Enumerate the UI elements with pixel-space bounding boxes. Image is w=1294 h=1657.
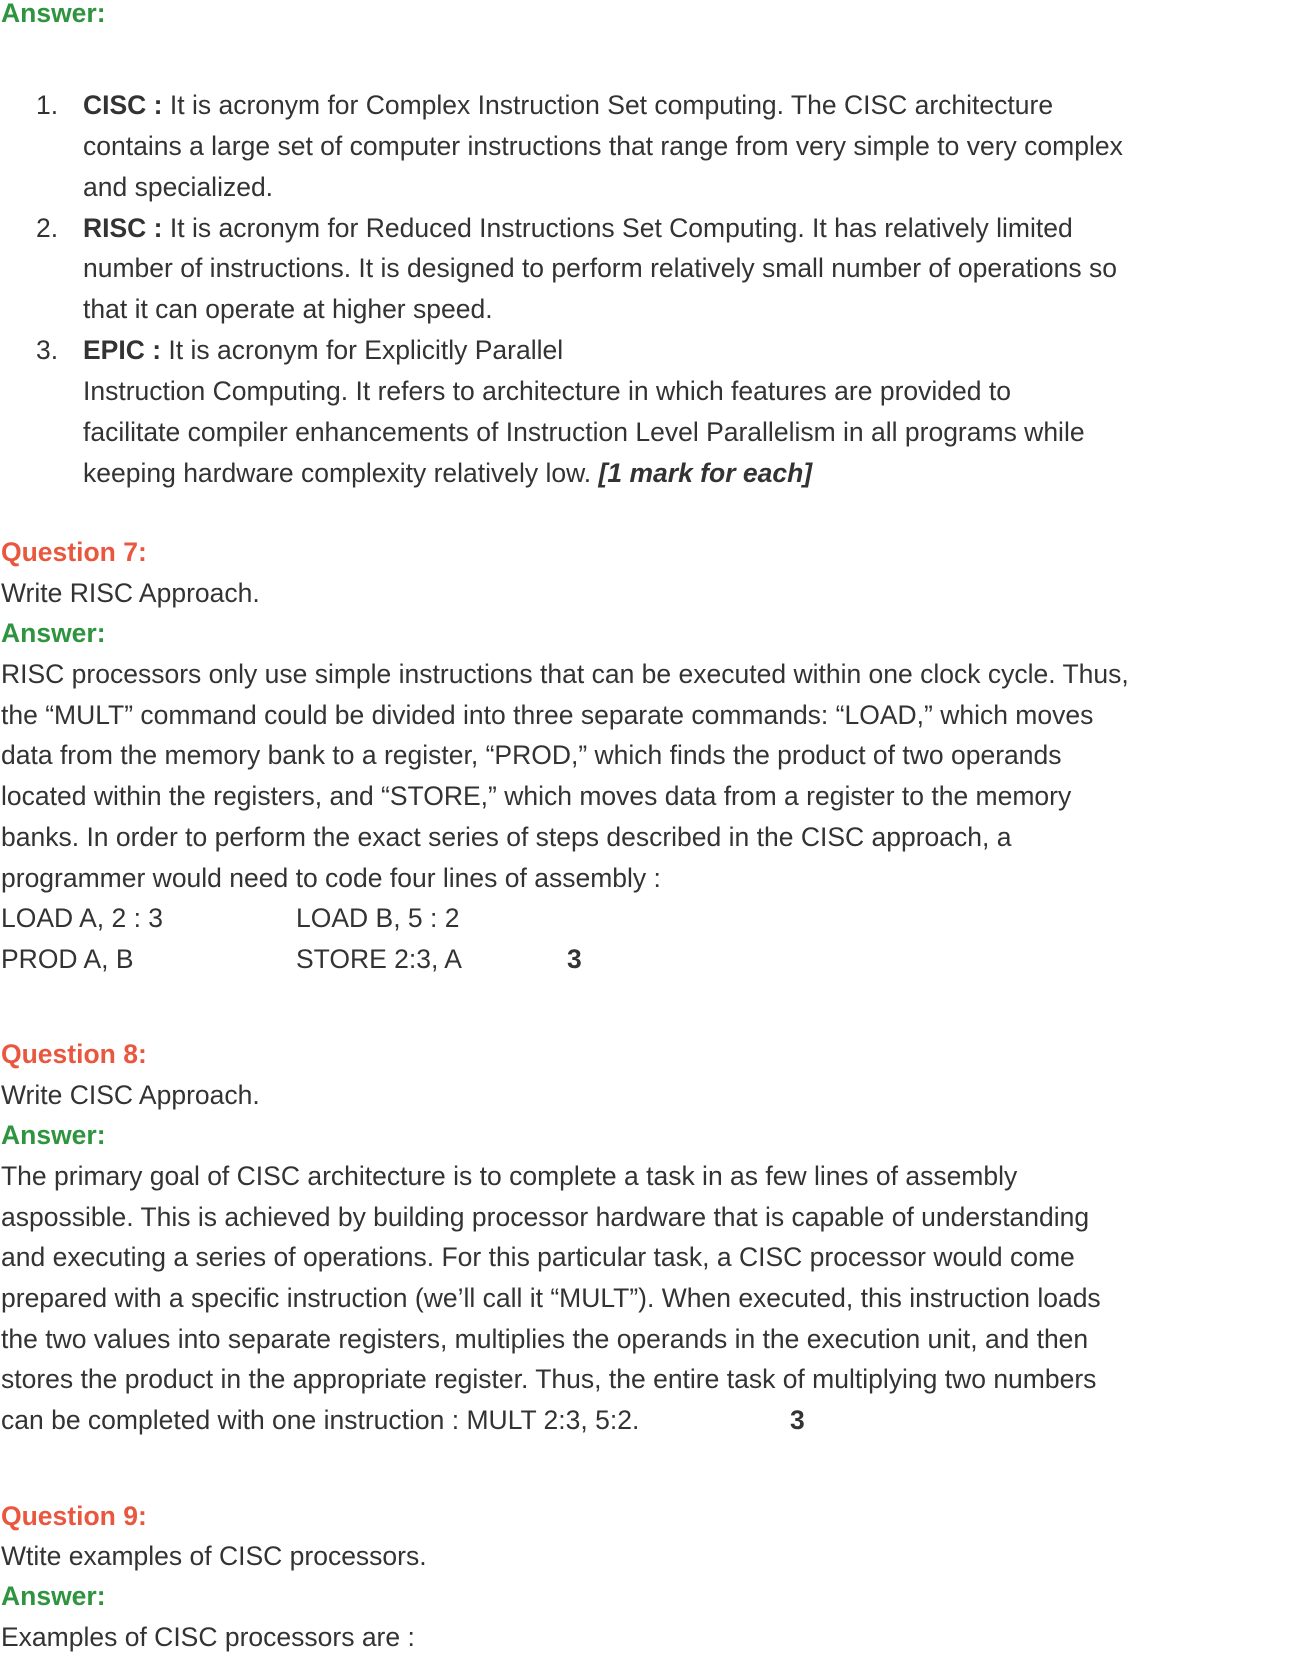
question-heading: Question 9: [1,1501,147,1531]
answer-line: the two values into separate registers, multiplies the operands in the execution unit, and then [1,1324,1089,1354]
answer-line: and executing a series of operations. For this particular task, a CISC processor would come [1,1242,1075,1272]
answer-line: located within the registers, and “STORE,” which moves data from a register to the memory [1,781,1072,811]
list-number: 3. [36,335,59,365]
answer-line: can be completed with one instruction : MULT 2:3, 5:2. [1,1405,640,1435]
marks: 3 [567,944,582,974]
text: It is acronym for Complex Instruction Set computing. The CISC architecture [169,90,1054,120]
question-heading: Question 8: [1,1039,147,1069]
code-line: LOAD B, 5 : 2 [296,903,460,933]
marks: 3 [790,1405,805,1435]
list-number: 2. [36,213,59,243]
answer-line: The primary goal of CISC architecture is to complete a task in as few lines of assembly [1,1161,1018,1191]
text: keeping hardware complexity relatively low. [83,458,592,488]
term: CISC : [83,90,163,120]
question-text: Write CISC Approach. [1,1080,260,1110]
answer-line: RISC processors only use simple instructions that can be executed within one clock cycle. Thus, [1,659,1129,689]
term: RISC : [83,213,163,243]
answer-line: banks. In order to perform the exact series of steps described in the CISC approach, a [1,822,1012,852]
answer-label: Answer: [1,1581,106,1611]
code-line: STORE 2:3, A [296,944,462,974]
list-item-line [83,208,1073,248]
answer-line: Examples of CISC processors are : [1,1622,415,1652]
answer-line: the “MULT” command could be divided into three separate commands: “LOAD,” which moves [1,700,1094,730]
code-line: LOAD A, 2 : 3 [1,903,164,933]
answer-label: Answer: [1,1120,106,1150]
answer-label: Answer: [1,618,106,648]
text: It is acronym for Reduced Instructions Set Computing. It has relatively limited [169,213,1073,243]
question-text: Write RISC Approach. [1,578,260,608]
list-item-line [83,453,812,493]
question-heading: Question 7: [1,537,147,567]
list-item-line: facilitate compiler enhancements of Instruction Level Parallelism in all programs while [83,417,1085,447]
list-item-line: that it can operate at higher speed. [83,294,493,324]
list-item-line: and specialized. [83,172,274,202]
list-item-line: Instruction Computing. It refers to architecture in which features are provided to [83,376,1011,406]
text: It is acronym for Explicitly Parallel [168,335,564,365]
answer-line: prepared with a specific instruction (we’ll call it “MULT”). When executed, this instruction loads [1,1283,1101,1313]
list-item-line: number of instructions. It is designed to perform relatively small number of operations so [83,253,1117,283]
answer-line: programmer would need to code four lines of assembly : [1,863,661,893]
marks: [1 mark for each] [598,458,813,488]
term: EPIC : [83,335,162,365]
list-item-line [83,330,563,370]
answer-label: Answer: [1,0,106,28]
list-item-line: contains a large set of computer instructions that range from very simple to very complex [83,131,1123,161]
answer-line: data from the memory bank to a register, “PROD,” which finds the product of two operands [1,740,1062,770]
list-item-line [83,85,1053,125]
code-line: PROD A, B [1,944,134,974]
question-text: Wtite examples of CISC processors. [1,1541,427,1571]
answer-line: aspossible. This is achieved by building processor hardware that is capable of understanding [1,1202,1090,1232]
list-number: 1. [36,90,59,120]
answer-line: stores the product in the appropriate register. Thus, the entire task of multiplying two numbers [1,1364,1097,1394]
